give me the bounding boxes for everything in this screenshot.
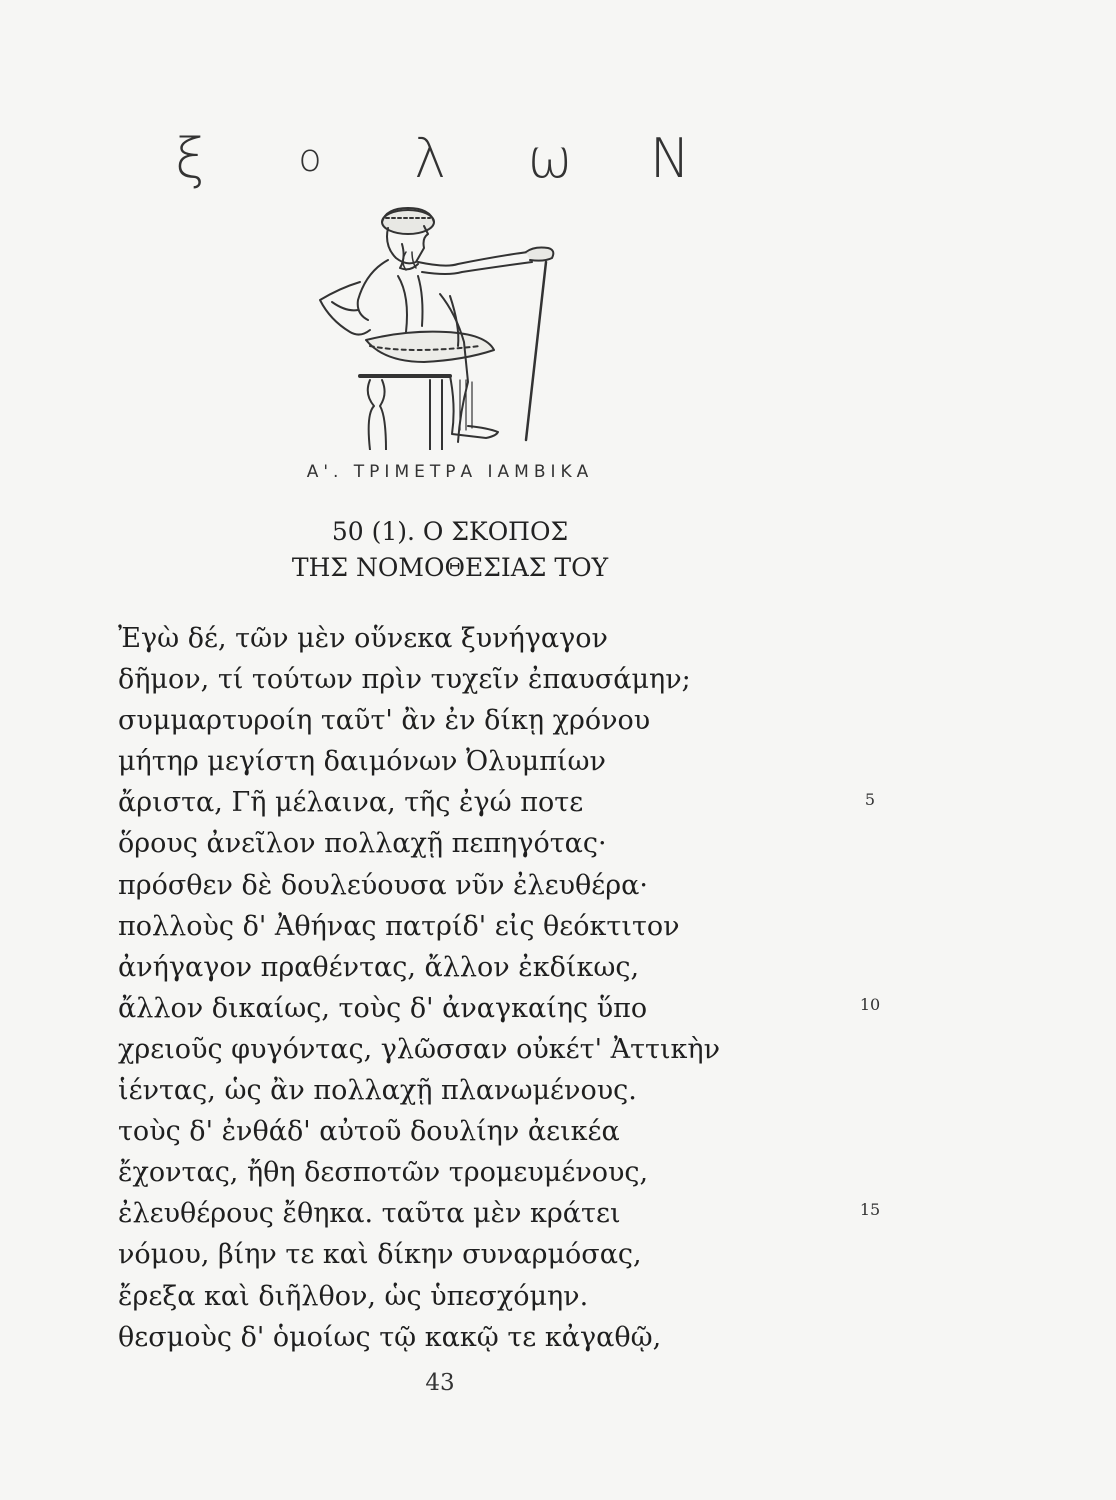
page-number: 43 <box>425 1370 455 1396</box>
verse-line: ἔχοντας, ἤθη δεσποτῶν τρομευμένους, <box>118 1157 649 1189</box>
title-letter-5: Ν <box>649 126 691 190</box>
poem-heading <box>180 514 720 586</box>
verse-line: μήτηρ μεγίστη δαιμόνων Ὀλυμπίων <box>118 746 606 778</box>
poem-heading-line-2: ΤΗΣ ΝΟΜΟΘΕΣΙΑΣ ΤΟΥ <box>291 553 609 582</box>
verse-line: δῆμον, τί τούτων πρὶν τυχεῖν ἐπαυσάμην; <box>118 664 691 696</box>
title-letter-2: ο <box>298 136 322 180</box>
verse-line: ἀνήγαγον πραθέντας, ἄλλον ἐκδίκως, <box>118 951 640 983</box>
title-letter-4: ω <box>527 126 573 190</box>
verse-line: Ἐγὼ δέ, τῶν μὲν οὕνεκα ξυνήγαγον <box>118 623 608 654</box>
poem-heading-line-1: 50 (1). Ο ΣΚΟΠΟΣ <box>331 517 569 546</box>
poem-verses <box>118 618 798 1358</box>
verse-line: χρειοῦς φυγόντας, γλῶσσαν οὐκέτ' Ἀττικὴν <box>118 1033 721 1065</box>
seated-figure-illustration <box>310 200 580 450</box>
line-number: 5 <box>864 790 876 809</box>
verse-line: ἄριστα, Γῆ μέλαινα, τῆς ἐγώ ποτε <box>118 787 584 819</box>
verse-line: συμμαρτυροίη ταῦτ' ἂν ἐν δίκῃ χρόνου <box>118 705 651 737</box>
verse-line: τοὺς δ' ἐνθάδ' αὐτοῦ δουλίην ἀεικέα <box>118 1116 620 1148</box>
section-label: Α'. ΤΡΙΜΕΤΡΑ ΙΑΜΒΙΚΑ <box>306 462 594 482</box>
verse-line: νόμου, βίην τε καὶ δίκην συναρμόσας, <box>118 1239 642 1271</box>
line-number: 15 <box>859 1200 881 1219</box>
verse-line: θεσμοὺς δ' ὁμοίως τῷ κακῷ τε κἀγαθῷ, <box>118 1321 662 1353</box>
title-letter-1: ξ <box>174 126 206 190</box>
verse-line: ἱέντας, ὡς ἂν πολλαχῇ πλανωμένους. <box>118 1075 637 1107</box>
line-number: 10 <box>859 995 881 1014</box>
verse-line: πρόσθεν δὲ δουλεύουσα νῦν ἐλευθέρα· <box>118 869 648 901</box>
archaic-title-solon <box>160 128 700 188</box>
title-letter-3: λ <box>414 126 446 190</box>
verse-line: ἔρεξα καὶ διῆλθον, ὡς ὑπεσχόμην. <box>118 1280 589 1312</box>
verse-line: πολλοὺς δ' Ἀθήνας πατρίδ' εἰς θεόκτιτον <box>118 910 680 942</box>
verse-line: ἐλευθέρους ἔθηκα. ταῦτα μὲν κράτει <box>118 1198 621 1230</box>
verse-line: ὅρους ἀνεῖλον πολλαχῇ πεπηγότας· <box>118 828 607 860</box>
verse-line: ἄλλον δικαίως, τοὺς δ' ἀναγκαίης ὕπο <box>118 992 648 1024</box>
